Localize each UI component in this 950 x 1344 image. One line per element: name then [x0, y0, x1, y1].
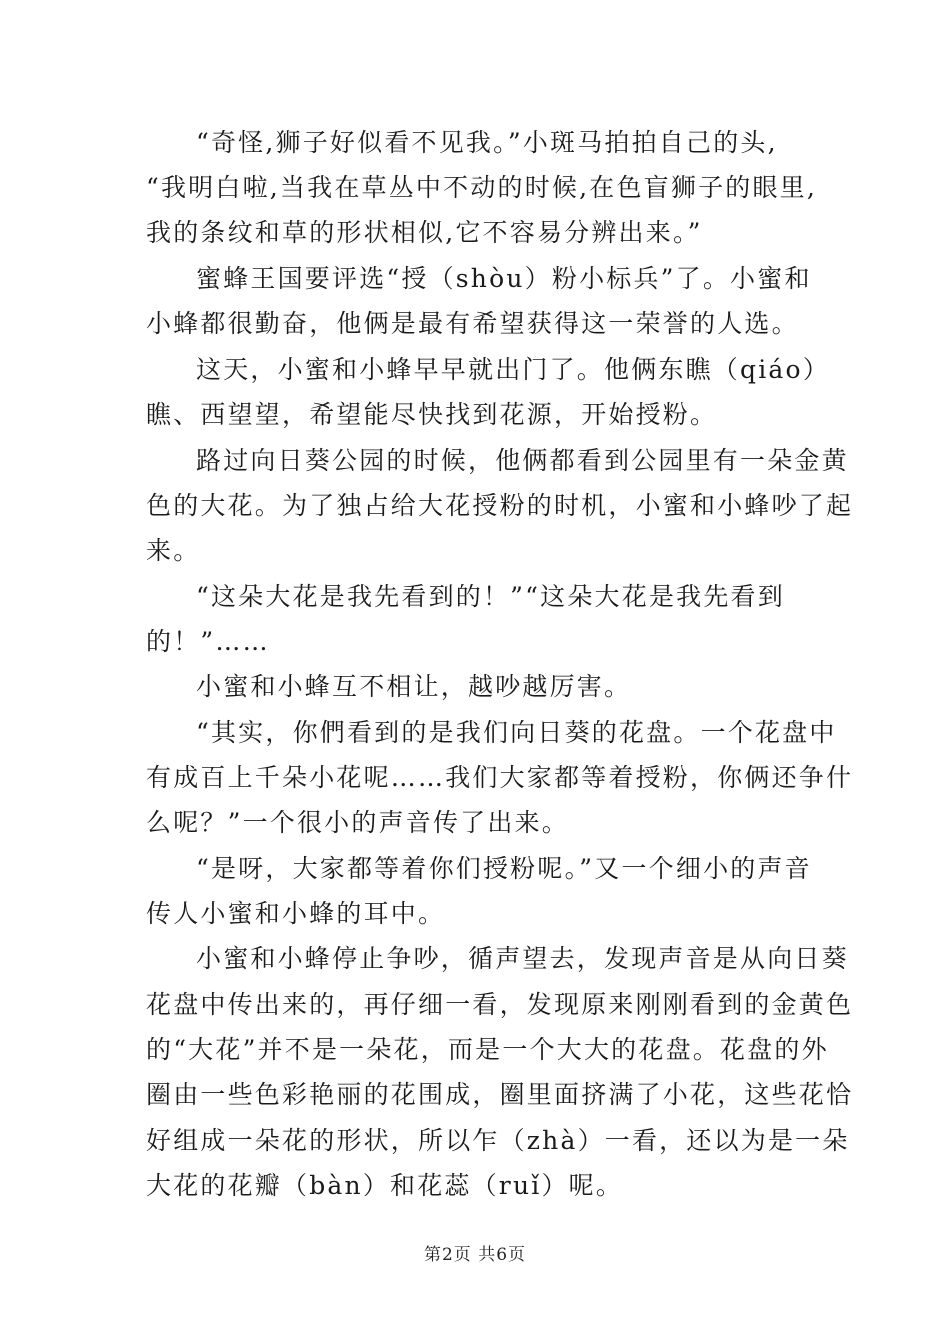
- text-line: “这朵大花是我先看到的！”“这朵大花是我先看到: [196, 582, 785, 611]
- text-line: 来。: [146, 536, 201, 565]
- text-line: “是呀，大家都等着你们授粉呢。”又一个细小的声音: [196, 854, 812, 883]
- text-line: 传人小蜜和小蜂的耳中。: [146, 899, 446, 928]
- text-line: “我明白啦,当我在草丛中不动的时候,在色盲狮子的眼里,: [146, 173, 818, 202]
- text-line: 的！”……: [146, 627, 270, 656]
- text-line: 有成百上千朵小花呢……我们大家都等着授粉，你俩还争什: [146, 763, 854, 792]
- text-line: 圈由一些色彩艳丽的花围成，圈里面挤满了小花，这些花恰: [146, 1080, 854, 1109]
- text-line: 蜜蜂王国要评选“授（shòu）粉小标兵”了。小蜜和: [196, 264, 812, 293]
- text-line: “其实，你們看到的是我们向日葵的花盘。一个花盘中: [196, 718, 837, 747]
- text-line: 花盘中传出来的，再仔细一看，发现原来刚刚看到的金黄色: [146, 990, 854, 1019]
- text-line: 小蜂都很勤奋，他俩是最有希望获得这一荣誉的人选。: [146, 309, 799, 338]
- text-line: 小蜜和小蜂互不相让，越吵越厉害。: [196, 672, 632, 701]
- text-line: 好组成一朵花的形状，所以乍（zhà）一看，还以为是一朵: [146, 1126, 850, 1155]
- text-line: 路过向日葵公园的时候，他俩都看到公园里有一朵金黄: [196, 446, 849, 475]
- page-number-footer: 第2页 共6页: [423, 1245, 527, 1265]
- text-line: “奇怪,狮子好似看不见我。”小斑马拍拍自己的头,: [196, 128, 778, 157]
- text-line: 这天，小蜜和小蜂早早就出门了。他俩东瞧（qiáo）: [196, 355, 830, 384]
- text-line: 大花的花瓣（bàn）和花蕊（ruǐ）呢。: [146, 1171, 624, 1200]
- text-line: 瞧、西望望，希望能尽快找到花源，开始授粉。: [146, 400, 718, 429]
- text-line: 我的条纹和草的形状相似,它不容易分辨出来。”: [146, 218, 703, 247]
- text-line: 的“大花”并不是一朵花，而是一个大大的花盘。花盘的外: [146, 1035, 829, 1064]
- text-line: 色的大花。为了独占给大花授粉的时机，小蜜和小蜂吵了起: [146, 491, 854, 520]
- text-line: 么呢？”一个很小的声音传了出来。: [146, 808, 569, 837]
- text-line: 小蜜和小蜂停止争吵，循声望去，发现声音是从向日葵: [196, 944, 849, 973]
